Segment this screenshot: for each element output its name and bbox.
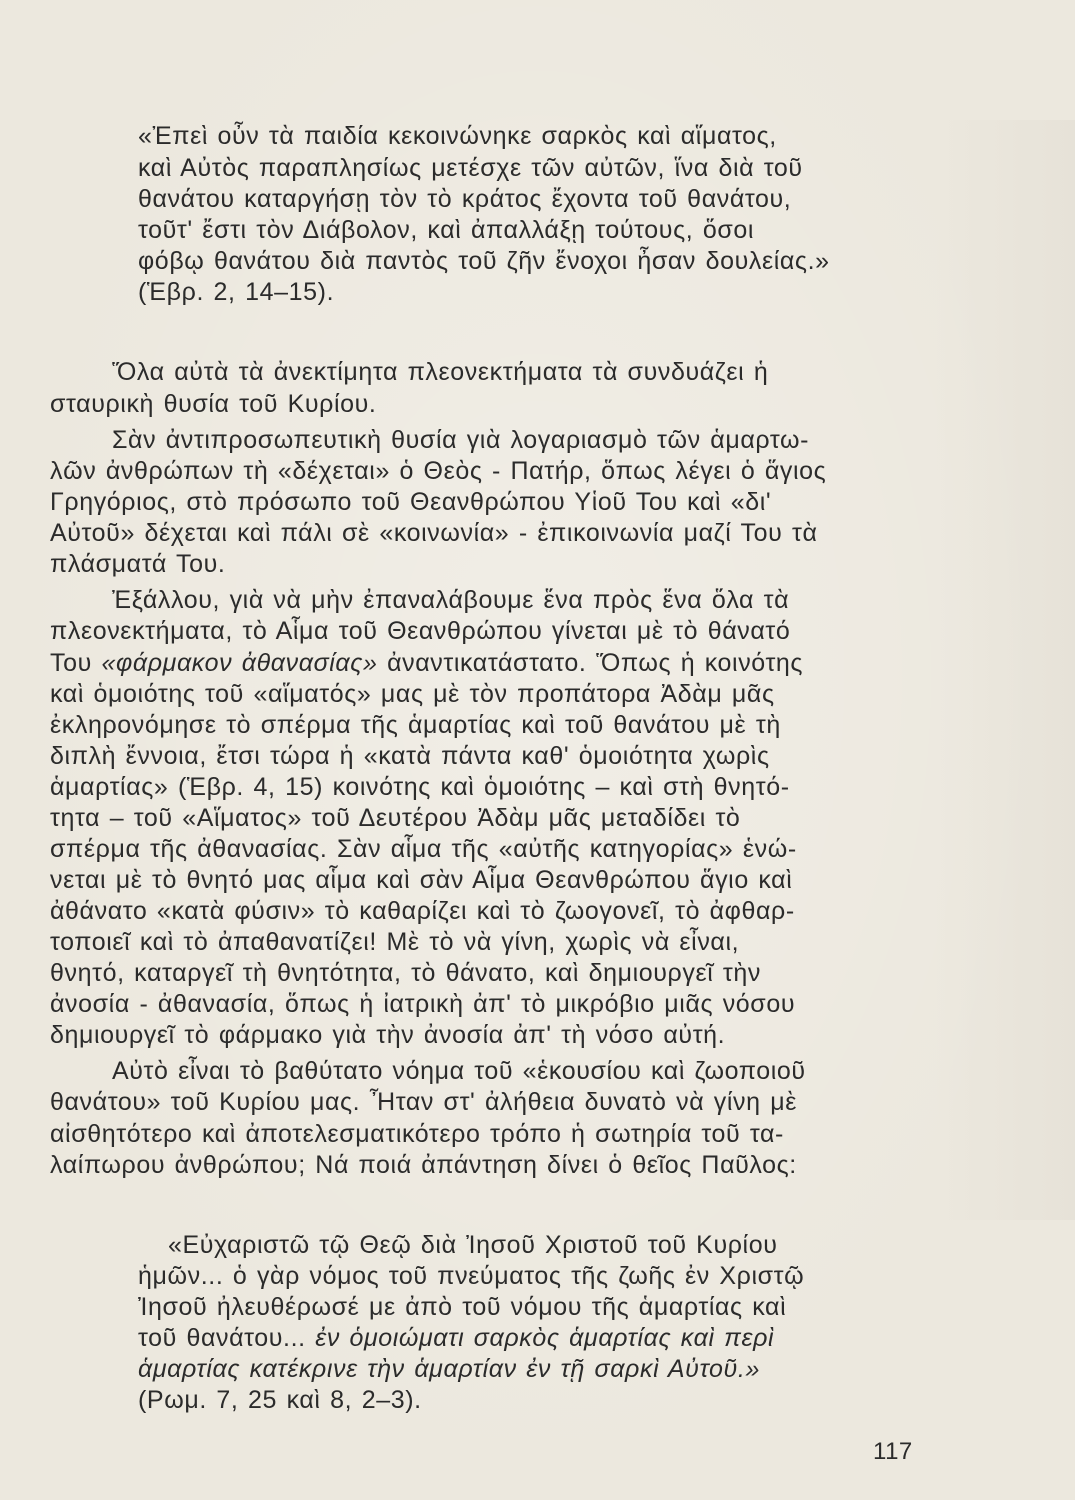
page-number: 117 [873, 1438, 913, 1465]
text-run: ἀναντικατάστατο. Ὅπως ἡ κοινότης [377, 649, 804, 677]
quote-line: «Εὐχαριστῶ τῷ Θεῷ διὰ Ἰησοῦ Χριστοῦ τοῦ Κυρίου [168, 1231, 778, 1259]
paragraph-line: λαίπωρου ἀνθρώπου; Νά ποιά ἀπάντηση δίνει ὁ θεῖος Παῦλος: [50, 1151, 797, 1179]
paragraph-line: ἁμαρτίας» (Ἑβρ. 4, 15) κοινότης καὶ ὁμοιότης – καὶ στὴ θνητό- [50, 773, 790, 801]
paragraph-line: δημιουργεῖ τὸ φάρμακο γιὰ τὴν ἀνοσία ἀπ' τὴ νόσο αὐτή. [50, 1021, 726, 1049]
paragraph-line: ἀνοσία - ἀθανασία, ὅπως ἡ ἰατρικὴ ἀπ' τὸ μικρόβιο μιᾶς νόσου [50, 990, 796, 1018]
text-run: Του [50, 649, 102, 677]
paragraph-line: ἐκληρονόμησε τὸ σπέρμα τῆς ἁμαρτίας καὶ τοῦ θανάτου μὲ τὴ [50, 711, 781, 739]
paragraph-line: νεται μὲ τὸ θνητό μας αἷμα καὶ σὰν Αἷμα Θεανθρώπου ἅγιο καὶ [50, 866, 793, 894]
italic-phrase: ἐν ὁμοιώματι σαρκὸς ἁμαρτίας καὶ περὶ [315, 1324, 775, 1352]
paragraph-line [50, 648, 803, 678]
paragraph-line: Ὅλα αὐτὰ τὰ ἀνεκτίμητα πλεονεκτήματα τὰ συνδυάζει ἡ [112, 358, 769, 386]
quote-line: θανάτου καταργήσῃ τὸν τὸ κράτος ἔχοντα τοῦ θανάτου, [138, 185, 792, 213]
paragraph-line: σπέρμα τῆς ἀθανασίας. Σὰν αἷμα τῆς «αὐτῆς κατηγορίας» ἑνώ- [50, 835, 797, 863]
quote-line: ἡμῶν... ὁ γὰρ νόμος τοῦ πνεύματος τῆς ζωῆς ἐν Χριστῷ [138, 1262, 805, 1290]
quote-citation: (Ρωμ. 7, 25 καὶ 8, 2–3). [138, 1386, 422, 1414]
paragraph-line: Ἐξάλλου, γιὰ νὰ μὴν ἐπαναλάβουμε ἕνα πρὸς ἕνα ὅλα τὰ [112, 586, 790, 614]
quote-line: φόβῳ θανάτου διὰ παντὸς τοῦ ζῆν ἔνοχοι ἦσαν δουλείας.» [138, 247, 830, 275]
paragraph-line: τοποιεῖ καὶ τὸ ἀπαθανατίζει! Μὲ τὸ νὰ γίνη, χωρὶς νὰ εἶναι, [50, 928, 740, 956]
paragraph-line: τητα – τοῦ «Αἵματος» τοῦ Δευτέρου Ἀδὰμ μᾶς μεταδίδει τὸ [50, 804, 741, 832]
paragraph-line: ἀθάνατο «κατὰ φύσιν» τὸ καθαρίζει καὶ τὸ ζωογονεῖ, τὸ ἀφθαρ- [50, 897, 795, 925]
paragraph-line: λῶν ἀνθρώπων τὴ «δέχεται» ὁ Θεὸς - Πατήρ, ὅπως λέγει ὁ ἅγιος [50, 457, 827, 485]
paragraph-line: αἰσθητότερο καὶ ἀποτελεσματικότερο τρόπο ἡ σωτηρία τοῦ τα- [50, 1120, 784, 1148]
quote-line [138, 1323, 774, 1353]
paragraph-line: διπλὴ ἔννοια, ἔτσι τώρα ἡ «κατὰ πάντα καθ' ὁμοιότητα χωρὶς [50, 742, 770, 770]
text-run: τοῦ θανάτου... [138, 1324, 316, 1352]
page-shadow [935, 120, 1075, 1220]
quote-line: «Ἐπεὶ οὖν τὰ παιδία κεκοινώνηκε σαρκὸς καὶ αἵματος, [138, 122, 777, 150]
paragraph-line: Αὐτὸ εἶναι τὸ βαθύτατο νόημα τοῦ «ἑκουσίου καὶ ζωοποιοῦ [112, 1057, 806, 1085]
paragraph-line: Γρηγόριος, στὸ πρόσωπο τοῦ Θεανθρώπου Υἱοῦ Του καὶ «δι' [50, 488, 772, 516]
quote-line: ἁμαρτίας κατέκρινε τὴν ἁμαρτίαν ἐν τῇ σαρκὶ Αὐτοῦ.» [138, 1355, 760, 1383]
quote-line: Ἰησοῦ ἠλευθέρωσέ με ἀπὸ τοῦ νόμου τῆς ἁμαρτίας καὶ [138, 1293, 787, 1321]
quote-line: καὶ Αὐτὸς παραπλησίως μετέσχε τῶν αὐτῶν, ἵνα διὰ τοῦ [138, 154, 803, 182]
paragraph-line: θνητό, καταργεῖ τὴ θνητότητα, τὸ θάνατο, καὶ δημιουργεῖ τὴν [50, 959, 761, 987]
paragraph-line: θανάτου» τοῦ Κυρίου μας. Ἦταν στ' ἀλήθεια δυνατὸ νὰ γίνη μὲ [50, 1088, 797, 1116]
paragraph-line: σταυρικὴ θυσία τοῦ Κυρίου. [50, 390, 377, 418]
paragraph-line: πλεονεκτήματα, τὸ Αἷμα τοῦ Θεανθρώπου γίνεται μὲ τὸ θάνατό [50, 617, 791, 645]
paragraph-line: Σὰν ἀντιπροσωπευτικὴ θυσία γιὰ λογαριασμὸ τῶν ἁμαρτω- [112, 426, 810, 454]
paragraph-line: πλάσματά Του. [50, 550, 226, 578]
paragraph-line: καὶ ὁμοιότης τοῦ «αἵματός» μας μὲ τὸν προπάτορα Ἀδὰμ μᾶς [50, 680, 775, 708]
italic-phrase: «φάρμακον ἀθανασίας» [101, 649, 378, 677]
paragraph-line: Αὐτοῦ» δέχεται καὶ πάλι σὲ «κοινωνία» - ἐπικοινωνία μαζί Του τὰ [50, 519, 818, 547]
quote-citation: (Ἑβρ. 2, 14–15). [138, 278, 335, 306]
quote-line: τοῦτ' ἔστι τὸν Διάβολον, καὶ ἀπαλλάξῃ τούτους, ὅσοι [138, 216, 755, 244]
